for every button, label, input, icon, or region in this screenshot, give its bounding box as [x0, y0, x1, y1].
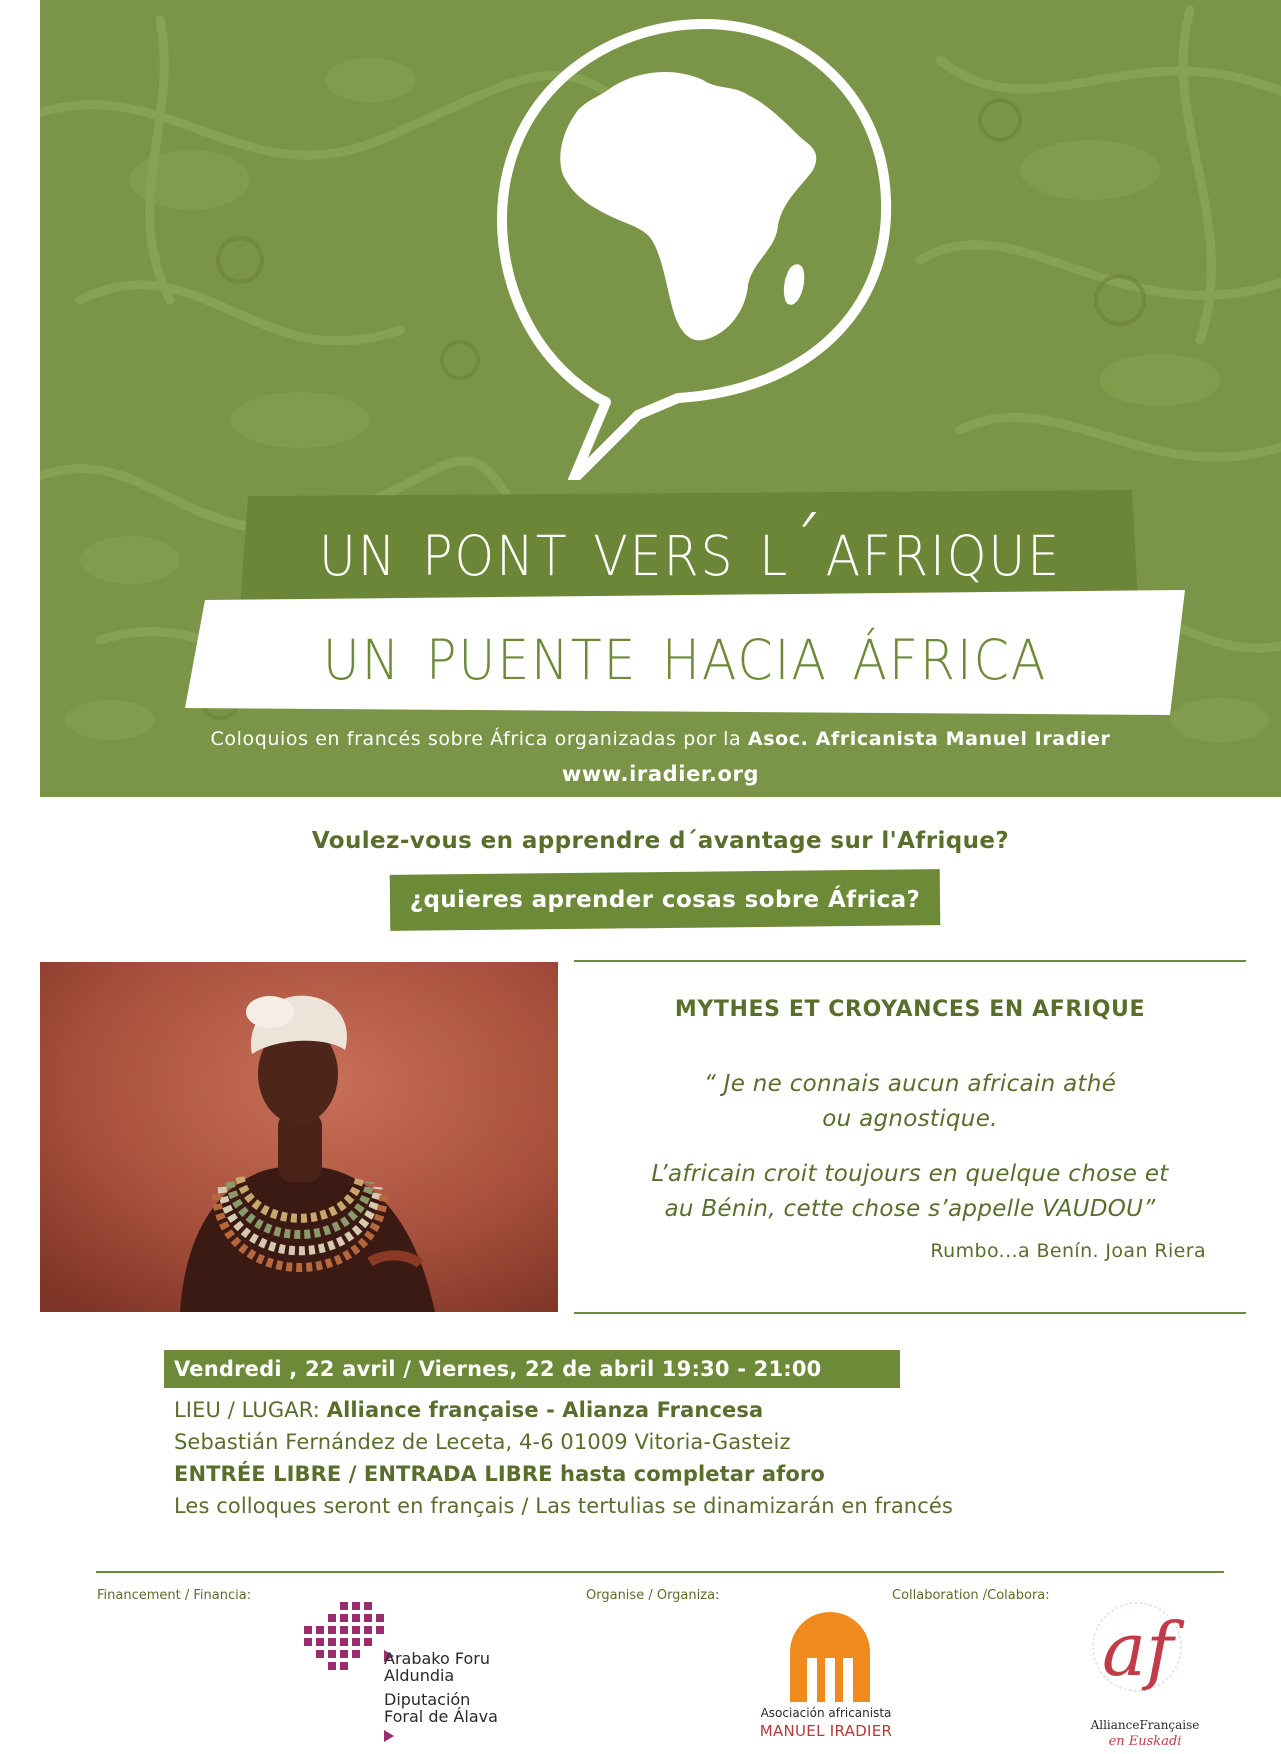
quote-part-1: [574, 1067, 1246, 1137]
alava-name-line: Aldundia: [384, 1666, 455, 1685]
feature-heading: MYTHES ET CROYANCES EN AFRIQUE: [674, 997, 1146, 1022]
event-address: Sebastián Fernández de Leceta, 4-6 01009 Vitoria-Gasteiz: [174, 1430, 791, 1454]
footer-rule: [96, 1571, 1224, 1573]
feature-top-rule: [574, 960, 1246, 962]
alliance-francaise-logo-icon: [1082, 1585, 1192, 1725]
africa-map-icon: [560, 72, 816, 340]
title-banner-spanish: [185, 590, 1185, 715]
event-entry: ENTRÉE LIBRE / ENTRADA LIBRE hasta completar aforo: [174, 1462, 825, 1486]
iradier-name: MANUEL IRADIER: [759, 1722, 893, 1740]
event-language: Les colloques seront en français / Las tertulias se dinamizarán en francés: [174, 1494, 953, 1518]
quote-part-2: [574, 1157, 1246, 1227]
quote-line: L’africain croit toujours en quelque chose et: [651, 1161, 1169, 1187]
quote-line: “ Je ne connais aucun africain athé: [703, 1071, 1117, 1097]
event-date: Vendredi , 22 avril / Viernes, 22 de abril 19:30 - 21:00: [174, 1357, 822, 1381]
collaboration-label: Collaboration /Colabora:: [892, 1588, 1050, 1603]
quote-line: au Bénin, cette chose s’appelle VAUDOU”: [664, 1196, 1156, 1222]
feature-bottom-rule: [574, 1312, 1246, 1314]
website-link[interactable]: www.iradier.org: [561, 762, 760, 786]
alava-name-line: Arabako Foru: [384, 1649, 490, 1668]
photo-vodou-man: [40, 962, 558, 1312]
alava-name-line: Foral de Álava: [384, 1707, 498, 1726]
speech-bubble: [478, 10, 898, 480]
man-illustration: [40, 962, 558, 1312]
svg-text:af: af: [1102, 1607, 1174, 1693]
alava-name-line: Diputación: [384, 1690, 471, 1709]
subtitle-prefix: Coloquios en francés sobre África organizadas por la: [210, 728, 742, 750]
event-place: [174, 1398, 763, 1422]
iradier-arch-logo-icon: [785, 1612, 875, 1704]
title-french: un pont vers l´afrique: [318, 504, 1062, 594]
subtitle-organization: Asoc. Africanista Manuel Iradier: [747, 728, 1111, 750]
quote-line: ou agnostique.: [822, 1106, 998, 1132]
question-spanish: ¿quieres aprender cosas sobre África?: [409, 887, 921, 913]
af-name: AllianceFrançaise: [1090, 1718, 1200, 1732]
af-subtitle: en Euskadi: [1108, 1734, 1182, 1749]
place-name: Alliance française - Alianza Francesa: [326, 1398, 764, 1422]
subtitle: [40, 728, 1281, 750]
funding-label: Financement / Financia:: [97, 1588, 252, 1603]
quote-author: Rumbo...a Benín. Joan Riera: [930, 1240, 1206, 1262]
place-label: LIEU / LUGAR:: [174, 1398, 327, 1422]
left-margin: [0, 0, 40, 1754]
question-french: Voulez-vous en apprendre d´avantage sur l'Afrique?: [311, 828, 1010, 854]
organise-label: Organise / Organiza:: [586, 1588, 720, 1603]
title-spanish: un puente hacia áfrica: [322, 607, 1048, 698]
poster-header: [40, 0, 1281, 797]
iradier-association: Asociación africanista: [760, 1706, 892, 1720]
